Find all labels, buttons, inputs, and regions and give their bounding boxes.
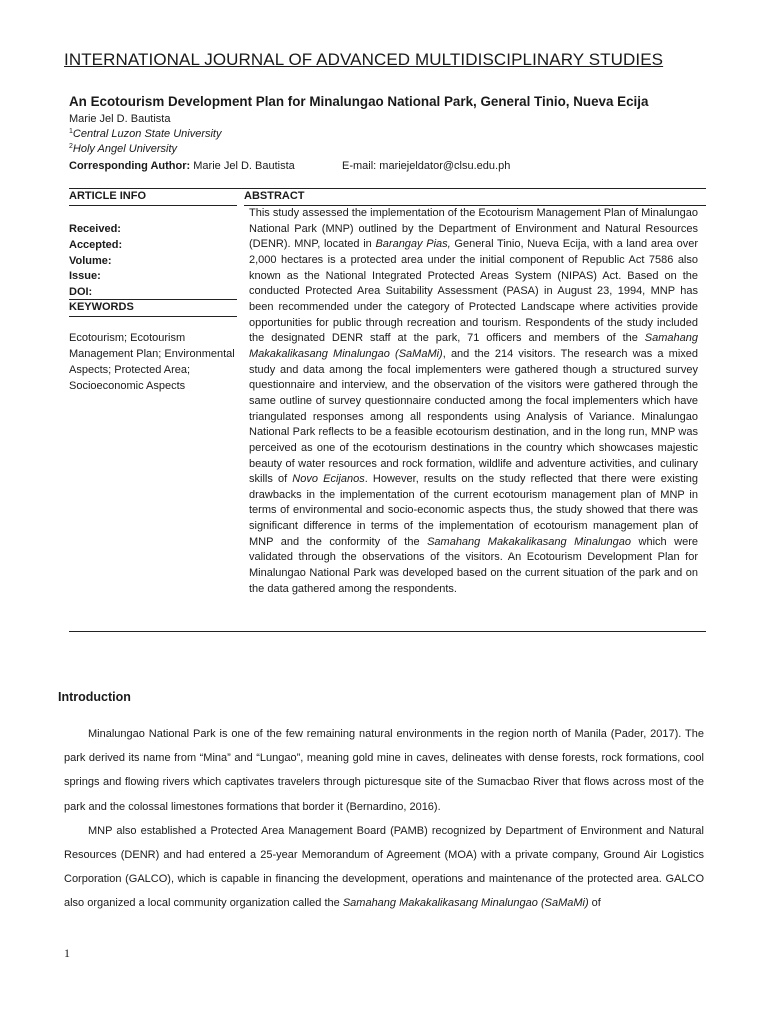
- abstract-segment: . However, results on the study reflected that there were existing drawbacks in the implementation of the current ecotourism management plan of MNP in terms of environmental and socio-economic aspects thus, the study showed that there was significant difference in terms of the implementation of ecotourism management plan of MNP and the conformity of the: [249, 473, 698, 548]
- keywords-bottom-rule: [69, 316, 237, 317]
- abstract-text: [249, 206, 698, 597]
- affiliation-2: [69, 143, 177, 155]
- affiliation-1-name: Central Luzon State University: [72, 128, 222, 140]
- introduction-paragraph-2: [64, 819, 704, 916]
- affiliation-2-mark: 2: [69, 143, 73, 150]
- paragraph-text: of: [588, 897, 601, 910]
- introduction-paragraph-1: Minalungao National Park is one of the few remaining natural environments in the region north of Manila (Pader, 2017). The park derived its name from “Mina” and “Lungao”, meaning gold mine in caves, delineates with dense forests, rock formations, cool springs and flowing rivers which captivates travelers through picturesque site of the Sumacbao River that flows across most of the park and the colossal limestones formations that border it (Bernardino, 2016).: [64, 728, 704, 813]
- corresponding-author: [69, 160, 295, 172]
- journal-title: INTERNATIONAL JOURNAL OF ADVANCED MULTIDISCIPLINARY STUDIES: [64, 50, 664, 69]
- article-info-heading: ARTICLE INFO: [69, 190, 146, 202]
- table-top-rule: [69, 188, 706, 189]
- received-label: Received:: [69, 223, 121, 235]
- paragraph-text: MNP also established a Protected Area Management Board (PAMB) recognized by Department of Environment and Natural Resources (DENR) and had entered a 25-year Memorandum of Agreement (MOA) with a private company, Ground Air Logistics Corporation (GALCO), which is capable in financing the development, operations and maintenance of the protected area. GALCO also organized a local community organization called the: [64, 824, 704, 910]
- abstract-italic-segment: Samahang Makakalikasang Minalungao (SaMaMi): [249, 332, 698, 360]
- email-line: [342, 160, 510, 172]
- abstract-segment: This study assessed the implementation of the Ecotourism Management Plan of Minalungao National Park (MNP) outlined by the Department of Environment and Natural Resources (DENR). MNP, located in: [249, 207, 698, 251]
- article-info-fields: [69, 222, 122, 301]
- abstract-segment: , and the 214 visitors. The research was a mixed study and data among the focal implementers were gathered though a structured survey questionnaire and interview, and the observation of the visitors were gathered through the same outline of survey questionnaire conducted among the focal implementers which have triangulated responses among all respondents using Analysis of Variance. Minalungao National Park reflects to be a feasible ecotourism destination, and in the long run, MNP was perceived as one of the ecotourism destinations in the country which showcases majestic beauty of water resources and rock formation, wildlife and adventure activities, and culinary skills of: [249, 347, 699, 486]
- doi-label: DOI:: [69, 286, 93, 299]
- abstract-segment: General Tinio, Nueva Ecija, with a land area over 2,000 hectares is a protected area under the initial component of Republic Act 7586 also known as the National Integrated Protected Areas System (NIPAS) Act. Based on the conducted Protected Area Suitability Assessment (PASA) in August 23, 1994, MNP has been recommended under the category of Protected Landscape where activities provide opportunities for public through recreation and tourism. Respondents of the study included the designated DENR staff at the park, 71 officers and members of the: [249, 238, 698, 345]
- info-heading-rule: [69, 205, 237, 206]
- abstract-italic-segment: Novo Ecijanos: [292, 473, 365, 486]
- email-label: E-mail:: [342, 160, 377, 172]
- volume-label: Volume:: [69, 254, 112, 267]
- author-name: Marie Jel D. Bautista: [69, 113, 171, 125]
- affiliation-2-name: Holy Angel University: [72, 143, 178, 155]
- corresponding-author-label: Corresponding Author:: [69, 160, 191, 172]
- abstract-heading: ABSTRACT: [244, 190, 305, 202]
- affiliation-1: [69, 128, 221, 140]
- affiliation-1-mark: 1: [69, 128, 73, 135]
- email-address: mariejeldator@clsu.edu.ph: [379, 160, 511, 172]
- abstract-segment: which were validated through the observations of the visitors. An Ecotourism Development Plan for Minalungao National Park was developed based on the current situation of the park and on the data gathered among the respondents.: [249, 535, 698, 595]
- introduction-body: [64, 722, 704, 916]
- abstract-italic-segment: Samahang Makakalikasang Minalungao: [427, 535, 632, 548]
- table-bottom-rule: [69, 631, 706, 632]
- article-title: An Ecotourism Development Plan for Minalungao National Park, General Tinio, Nueva Ecija: [69, 94, 649, 109]
- introduction-heading: Introduction: [58, 690, 131, 704]
- keywords-heading: KEYWORDS: [69, 301, 134, 313]
- issue-label: Issue:: [69, 270, 101, 283]
- corresponding-author-name: Marie Jel D. Bautista: [193, 160, 295, 172]
- page-number: 1: [64, 946, 70, 960]
- accepted-label: Accepted:: [69, 238, 123, 251]
- keywords-text: Ecotourism; Ecotourism Management Plan; Environmental Aspects; Protected Area; Socioeconomic Aspects: [69, 332, 235, 392]
- paragraph-italic-text: Samahang Makakalikasang Minalungao (SaMaMi): [342, 897, 589, 910]
- abstract-italic-segment: Barangay Pias,: [375, 238, 451, 251]
